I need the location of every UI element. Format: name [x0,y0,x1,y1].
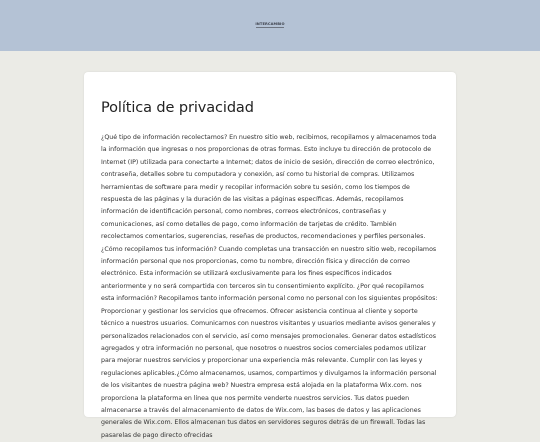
site-logo[interactable] [250,22,290,31]
site-logo-text: INTERCAMBIO [255,22,285,26]
site-logo-underline [256,27,284,28]
site-header [0,0,540,51]
privacy-policy-card [84,72,456,439]
privacy-policy-body: ¿Qué tipo de información recolectamos? En nuestro sitio web, recibimos, recopilamos y almacenamos toda la información que ingresas o nos proporcionas de otras formas. Esto incluye tu dirección de protocolo de Internet (IP) utilizada para conectarte a Internet; datos de inicio de sesión, dirección de correo electrónico, contraseña, detalles sobre tu computadora y conexión, así como tu historial de compras. Utilizamos herramientas de software para medir y recopilar información sobre tu sesión, como los tiempos de respuesta de las páginas y la duración de las visitas a páginas específicas. Además, recopilamos información de identificación personal, como nombres, correos electrónicos, contraseñas y comunicaciones, así como detalles de pago, como información de tarjetas de crédito. También recolectamos comentarios, sugerencias, reseñas de productos, recomendaciones y perfiles personales. ¿Cómo recopilamos tus información? Cuando completas una transacción en nuestro sitio web, recopilamos información personal que nos proporcionas, como tu nombre, dirección física y dirección de correo electrónico. Esta información se utilizará exclusivamente para los fines específicos indicados anteriormente y no será compartida con terceros sin tu consentimiento explícito. ¿Por qué recopilamos esta información? Recopilamos tanto información personal como no personal con los siguientes propósitos: Proporcionar y gestionar los servicios que ofrecemos. Ofrecer asistencia continua al cliente y soporte técnico a nuestros usuarios. Comunicarnos con nuestros visitantes y usuarios mediante avisos generales y personalizados relacionados con el servicio, así como mensajes promocionales. Generar datos estadísticos agregados y otra información no personal, que nosotros o nuestros socios comerciales podamos utilizar para mejorar nuestros servicios y proporcionar una experiencia más relevante. Cumplir con las leyes y regulaciones aplicables.¿Cómo almacenamos, usamos, compartimos y divulgamos la información personal de los visitantes de nuestra página web? Nuestra empresa está alojada en la plataforma Wix.com. nos proporciona la plataforma en línea que nos permite venderte nuestros servicios. Tus datos pueden almacenarse a través del almacenamiento de datos de Wix.com, las bases de datos y las aplicaciones generales de Wix.com. Ellos almacenan tus datos en servidores seguros detrás de un firewall. Todas las pasarelas de pago directo ofrecidas [101,134,438,439]
page-title: Política de privacidad [101,100,254,116]
